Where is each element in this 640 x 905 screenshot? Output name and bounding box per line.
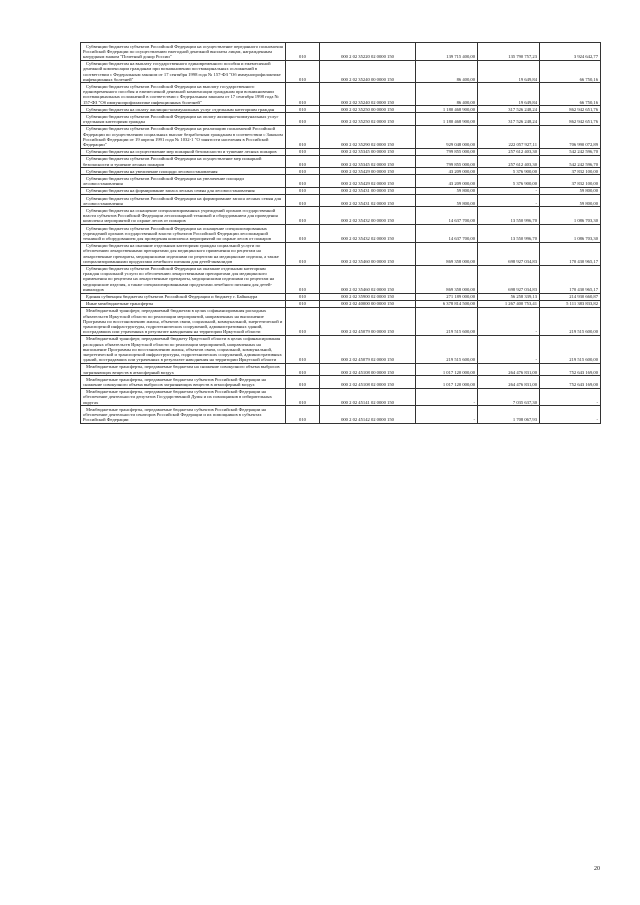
budget-code-cell: 000 2 02 40000 00 0000 150 bbox=[320, 300, 416, 307]
unexecuted-cell: - bbox=[540, 388, 601, 406]
executed-cell: 19 649,84 bbox=[478, 83, 540, 106]
executed-cell: 19 649,84 bbox=[478, 60, 540, 83]
row-name-cell: Субвенции бюджетам на увеличение площади лесовосстановления bbox=[81, 168, 286, 175]
line-code-cell: 010 bbox=[286, 265, 320, 293]
table-row bbox=[81, 242, 601, 265]
row-name-cell: Субвенции бюджетам субъектов Российской Федерации на оснащение специализированных учреждений органов государственной власти субъектов Российской Федерации лесопожарной техникой и оборудованием для проведения комплекса мероприятий по охране лесов от пожаров bbox=[81, 225, 286, 243]
unexecuted-cell: 542 242 596,70 bbox=[540, 155, 601, 167]
table-row bbox=[81, 293, 601, 300]
unexecuted-cell: 542 242 596,70 bbox=[540, 148, 601, 155]
table-row bbox=[81, 363, 601, 375]
table-row bbox=[81, 376, 601, 388]
line-code-cell: 010 bbox=[286, 155, 320, 167]
line-code-cell: 010 bbox=[286, 60, 320, 83]
line-code-cell: 010 bbox=[286, 43, 320, 61]
table-row bbox=[81, 60, 601, 83]
row-name-cell: Субвенции бюджетам субъектов Российской Федерации на оплату жилищно-коммунальных услуг отдельным категориям граждан bbox=[81, 113, 286, 125]
unexecuted-cell: 752 643 169,00 bbox=[540, 363, 601, 375]
approved-plan-cell: 139 715 400,00 bbox=[416, 43, 478, 61]
approved-plan-cell: 1 017 120 000,00 bbox=[416, 376, 478, 388]
approved-plan-cell: 1 180 468 900,00 bbox=[416, 106, 478, 113]
table-body bbox=[81, 43, 601, 424]
unexecuted-cell: 37 832 100,00 bbox=[540, 168, 601, 175]
row-name-cell: Межбюджетные трансферты, передаваемые бюджетам субъектов Российской Федерации на обеспечение деятельности депутатов Государственной Думы и их помощников в избирательных округах bbox=[81, 388, 286, 406]
row-name-cell: Субвенции бюджетам на оплату жилищно-коммунальных услуг отдельным категориям граждан bbox=[81, 106, 286, 113]
line-code-cell: 010 bbox=[286, 293, 320, 300]
line-code-cell: 010 bbox=[286, 148, 320, 155]
approved-plan-cell: - bbox=[416, 406, 478, 424]
executed-cell: - bbox=[478, 187, 540, 194]
approved-plan-cell: 271 189 000,00 bbox=[416, 293, 478, 300]
unexecuted-cell: 170 430 965,17 bbox=[540, 242, 601, 265]
row-name-cell: Межбюджетные трансферты, передаваемые бюджетам субъектов Российской Федерации на обеспечение деятельности сенаторов Российской Федерации и их помощников в субъектах Российской Федерации bbox=[81, 406, 286, 424]
approved-plan-cell: 1 017 120 000,00 bbox=[416, 363, 478, 375]
table-row bbox=[81, 148, 601, 155]
executed-cell: 13 550 996,70 bbox=[478, 225, 540, 243]
row-name-cell: Субвенции бюджетам субъектов Российской Федерации на осуществление переданного полномочия Российской Федерации по осуществлению ежегодной денежной выплаты лицам, награжденным нагрудным знаком "Почетный донор России" bbox=[81, 43, 286, 61]
unexecuted-cell: 1 086 703,30 bbox=[540, 207, 601, 225]
budget-code-cell: 000 2 02 35429 02 0000 150 bbox=[320, 175, 416, 187]
row-name-cell: Субвенции бюджетам субъектов Российской Федерации на реализацию полномочий Российской Федерации по осуществлению социальных выплат безработным гражданам в соответствии с Законом Российской Федерации от 19 апреля 1991 года № 1032-1 "О занятости населения в Российской Федерации" bbox=[81, 125, 286, 148]
budget-code-cell: 000 2 02 35345 02 0000 150 bbox=[320, 155, 416, 167]
budget-code-cell: 000 2 02 35220 02 0000 150 bbox=[320, 43, 416, 61]
executed-cell: 698 927 034,83 bbox=[478, 242, 540, 265]
line-code-cell: 010 bbox=[286, 376, 320, 388]
line-code-cell: 010 bbox=[286, 242, 320, 265]
budget-code-cell: 000 2 02 35431 02 0000 150 bbox=[320, 195, 416, 207]
table-row bbox=[81, 406, 601, 424]
executed-cell: 317 526 248,24 bbox=[478, 106, 540, 113]
unexecuted-cell: 219 515 600,00 bbox=[540, 335, 601, 363]
table-row bbox=[81, 225, 601, 243]
unexecuted-cell: 752 643 169,00 bbox=[540, 376, 601, 388]
row-name-cell: Субвенции бюджетам на формирование запаса лесных семян для лесовосстановления bbox=[81, 187, 286, 194]
approved-plan-cell: 6 378 814 500,00 bbox=[416, 300, 478, 307]
executed-cell: 317 526 248,24 bbox=[478, 113, 540, 125]
executed-cell: 13 550 996,70 bbox=[478, 207, 540, 225]
line-code-cell: 010 bbox=[286, 307, 320, 335]
budget-code-cell: 000 2 02 35345 00 0000 150 bbox=[320, 148, 416, 155]
unexecuted-cell: 59 800,00 bbox=[540, 195, 601, 207]
row-name-cell: Межбюджетный трансферт, передаваемый бюджету Иркутской области в целях софинансирования расходных обязательств Иркутской области по реализации мероприятий, направленных на выполнение Программы по восстановлению жилья, объектов связи, социальной, коммунальной, энергетической и транспортной инфраструктуры, гидротехнических сооружений, административных зданий, пострадавших или утраченных в результате наводнения на территории Иркутской области bbox=[81, 335, 286, 363]
table-row bbox=[81, 155, 601, 167]
approved-plan-cell: 929 048 000,00 bbox=[416, 125, 478, 148]
line-code-cell: 010 bbox=[286, 388, 320, 406]
table-row bbox=[81, 106, 601, 113]
executed-cell: 264 476 831,00 bbox=[478, 376, 540, 388]
table-row bbox=[81, 195, 601, 207]
approved-plan-cell: 43 209 000,00 bbox=[416, 175, 478, 187]
line-code-cell: 010 bbox=[286, 187, 320, 194]
budget-code-cell: 000 2 02 45141 02 0000 150 bbox=[320, 388, 416, 406]
budget-code-cell: 000 2 02 35431 00 0000 150 bbox=[320, 187, 416, 194]
line-code-cell: 010 bbox=[286, 225, 320, 243]
approved-plan-cell: 799 855 000,00 bbox=[416, 155, 478, 167]
approved-plan-cell: 14 637 700,00 bbox=[416, 207, 478, 225]
executed-cell: 7 035 637,30 bbox=[478, 388, 540, 406]
budget-code-cell: 000 2 02 35250 02 0000 150 bbox=[320, 113, 416, 125]
approved-plan-cell: 86 400,00 bbox=[416, 60, 478, 83]
table-row bbox=[81, 187, 601, 194]
line-code-cell: 010 bbox=[286, 175, 320, 187]
budget-code-cell: 000 2 02 45079 00 0000 150 bbox=[320, 307, 416, 335]
row-name-cell: Субвенции бюджетам на оказание отдельным категориям граждан социальной услуги по обеспечению лекарственными препаратами для медицинского применения по рецептам на лекарственные препараты, медицинскими изделиями по рецептам на медицинские изделия, а также специализированными продуктами лечебного питания для детей-инвалидов bbox=[81, 242, 286, 265]
budget-code-cell: 000 2 02 35429 00 0000 150 bbox=[320, 168, 416, 175]
budget-code-cell: 000 2 02 45079 02 0000 150 bbox=[320, 335, 416, 363]
row-name-cell: Межбюджетный трансферт, передаваемый бюджетам в целях софинансирования расходных обязательств Иркутской области по реализации мероприятий, направленных на выполнение Программы по восстановлению жилья, объектов связи, социальной, коммунальной, энергетической и транспортной инфраструктуры, гидротехнических сооружений, административных зданий, пострадавших или утраченных в результате наводнения на территории Иркутской области bbox=[81, 307, 286, 335]
executed-cell: 56 258 339,13 bbox=[478, 293, 540, 300]
executed-cell: - bbox=[478, 195, 540, 207]
line-code-cell: 010 bbox=[286, 300, 320, 307]
approved-plan-cell: 14 637 700,00 bbox=[416, 225, 478, 243]
line-code-cell: 010 bbox=[286, 168, 320, 175]
row-name-cell: Субвенции бюджетам на осуществление мер пожарной безопасности и тушение лесных пожаров bbox=[81, 148, 286, 155]
row-name-cell: Межбюджетные трансферты, передаваемые бюджетам на снижение совокупного объема выбросов загрязняющих веществ в атмосферный воздух bbox=[81, 363, 286, 375]
table-row bbox=[81, 207, 601, 225]
executed-cell: 5 376 900,00 bbox=[478, 175, 540, 187]
unexecuted-cell: 862 942 651,76 bbox=[540, 113, 601, 125]
executed-cell: - bbox=[478, 307, 540, 335]
budget-code-cell: 000 2 02 35240 00 0000 150 bbox=[320, 60, 416, 83]
table-row bbox=[81, 168, 601, 175]
line-code-cell: 010 bbox=[286, 195, 320, 207]
unexecuted-cell: 1 086 703,30 bbox=[540, 225, 601, 243]
budget-code-cell: 000 2 02 35900 02 0000 150 bbox=[320, 293, 416, 300]
approved-plan-cell: 59 800,00 bbox=[416, 187, 478, 194]
unexecuted-cell: 862 942 651,76 bbox=[540, 106, 601, 113]
executed-cell: 1 708 067,93 bbox=[478, 406, 540, 424]
approved-plan-cell: 219 515 600,00 bbox=[416, 335, 478, 363]
executed-cell: - bbox=[478, 335, 540, 363]
approved-plan-cell: 869 358 000,00 bbox=[416, 242, 478, 265]
approved-plan-cell: 59 800,00 bbox=[416, 195, 478, 207]
executed-cell: 1 267 400 753,41 bbox=[478, 300, 540, 307]
unexecuted-cell: 170 430 965,17 bbox=[540, 265, 601, 293]
executed-cell: 698 927 034,83 bbox=[478, 265, 540, 293]
unexecuted-cell: 59 800,00 bbox=[540, 187, 601, 194]
line-code-cell: 010 bbox=[286, 83, 320, 106]
line-code-cell: 010 bbox=[286, 335, 320, 363]
approved-plan-cell: 1 180 468 900,00 bbox=[416, 113, 478, 125]
executed-cell: 5 376 900,00 bbox=[478, 168, 540, 175]
unexecuted-cell: 66 750,16 bbox=[540, 60, 601, 83]
row-name-cell: Субвенции бюджетам субъектов Российской Федерации на выплату государственного единовременного пособия и ежемесячной денежной компенсации гражданам при возникновении поствакцинальных осложнений в соответствии с Федеральным законом от 17 сентября 1998 года № 157-ФЗ "Об иммунопрофилактике инфекционных болезней" bbox=[81, 83, 286, 106]
executed-cell: 257 612 403,30 bbox=[478, 155, 540, 167]
executed-cell: 264 476 831,00 bbox=[478, 363, 540, 375]
approved-plan-cell: 869 358 000,00 bbox=[416, 265, 478, 293]
table-row bbox=[81, 43, 601, 61]
executed-cell: 135 790 757,23 bbox=[478, 43, 540, 61]
budget-code-cell: 000 2 02 45142 02 0000 150 bbox=[320, 406, 416, 424]
approved-plan-cell: - bbox=[416, 388, 478, 406]
table-row bbox=[81, 83, 601, 106]
table-row bbox=[81, 265, 601, 293]
line-code-cell: 010 bbox=[286, 113, 320, 125]
unexecuted-cell: 66 750,16 bbox=[540, 83, 601, 106]
row-name-cell: Субвенции бюджетам субъектов Российской Федерации на формирование запаса лесных семян для лесовосстановления bbox=[81, 195, 286, 207]
table-row bbox=[81, 300, 601, 307]
budget-code-cell: 000 2 02 35432 02 0000 150 bbox=[320, 225, 416, 243]
row-name-cell: Субвенции бюджетам субъектов Российской Федерации на увеличение площади лесовосстановления bbox=[81, 175, 286, 187]
budget-code-cell: 000 2 02 35460 00 0000 150 bbox=[320, 242, 416, 265]
table-row bbox=[81, 388, 601, 406]
unexecuted-cell: 214 930 660,87 bbox=[540, 293, 601, 300]
row-name-cell: Межбюджетные трансферты, передаваемые бюджетам субъектов Российской Федерации на снижение совокупного объема выбросов загрязняющих веществ в атмосферный воздух bbox=[81, 376, 286, 388]
row-name-cell: Субвенции бюджетам субъектов Российской Федерации на осуществление мер пожарной безопасности и тушение лесных пожаров bbox=[81, 155, 286, 167]
row-name-cell: Иные межбюджетные трансферты bbox=[81, 300, 286, 307]
table-row bbox=[81, 175, 601, 187]
report-sheet bbox=[80, 42, 600, 424]
budget-code-cell: 000 2 02 45108 02 0000 150 bbox=[320, 376, 416, 388]
budget-execution-table bbox=[80, 42, 601, 424]
line-code-cell: 010 bbox=[286, 207, 320, 225]
unexecuted-cell: 219 515 600,00 bbox=[540, 307, 601, 335]
line-code-cell: 010 bbox=[286, 363, 320, 375]
approved-plan-cell: 219 515 600,00 bbox=[416, 307, 478, 335]
approved-plan-cell: 43 209 000,00 bbox=[416, 168, 478, 175]
approved-plan-cell: 799 855 000,00 bbox=[416, 148, 478, 155]
budget-code-cell: 000 2 02 35250 00 0000 150 bbox=[320, 106, 416, 113]
line-code-cell: 010 bbox=[286, 125, 320, 148]
unexecuted-cell: - bbox=[540, 406, 601, 424]
budget-code-cell: 000 2 02 45108 00 0000 150 bbox=[320, 363, 416, 375]
row-name-cell: Субвенции бюджетам на выплату государственного единовременного пособия и ежемесячной денежной компенсации гражданам при возникновении поствакцинальных осложнений в соответствии с Федеральным законом от 17 сентября 1998 года № 157-ФЗ "Об иммунопрофилактике инфекционных болезней" bbox=[81, 60, 286, 83]
unexecuted-cell: 3 924 642,77 bbox=[540, 43, 601, 61]
budget-code-cell: 000 2 02 35240 02 0000 150 bbox=[320, 83, 416, 106]
table-row bbox=[81, 307, 601, 335]
table-row bbox=[81, 125, 601, 148]
unexecuted-cell: 706 990 072,89 bbox=[540, 125, 601, 148]
table-row bbox=[81, 335, 601, 363]
budget-code-cell: 000 2 02 35460 02 0000 150 bbox=[320, 265, 416, 293]
row-name-cell: Единая субвенция бюджетам субъектов Российской Федерации и бюджету г. Байконура bbox=[81, 293, 286, 300]
executed-cell: 222 057 927,11 bbox=[478, 125, 540, 148]
line-code-cell: 010 bbox=[286, 106, 320, 113]
executed-cell: 257 612 403,30 bbox=[478, 148, 540, 155]
table-row bbox=[81, 113, 601, 125]
page-number: 20 bbox=[594, 866, 600, 872]
unexecuted-cell: 37 832 100,00 bbox=[540, 175, 601, 187]
row-name-cell: Субвенции бюджетам субъектов Российской Федерации на оказание отдельным категориям граждан социальной услуги по обеспечению лекарственными препаратами для медицинского применения по рецептам на лекарственные препараты, медицинскими изделиями по рецептам на медицинские изделия, а также специализированными продуктами лечебного питания для детей-инвалидов bbox=[81, 265, 286, 293]
line-code-cell: 010 bbox=[286, 406, 320, 424]
budget-code-cell: 000 2 02 35290 02 0000 150 bbox=[320, 125, 416, 148]
approved-plan-cell: 86 400,00 bbox=[416, 83, 478, 106]
row-name-cell: Субвенции бюджетам на оснащение специализированных учреждений органов государственной власти субъектов Российской Федерации лесопожарной техникой и оборудованием для проведения комплекса мероприятий по охране лесов от пожаров bbox=[81, 207, 286, 225]
unexecuted-cell: 5 111 383 833,82 bbox=[540, 300, 601, 307]
budget-code-cell: 000 2 02 35432 00 0000 150 bbox=[320, 207, 416, 225]
